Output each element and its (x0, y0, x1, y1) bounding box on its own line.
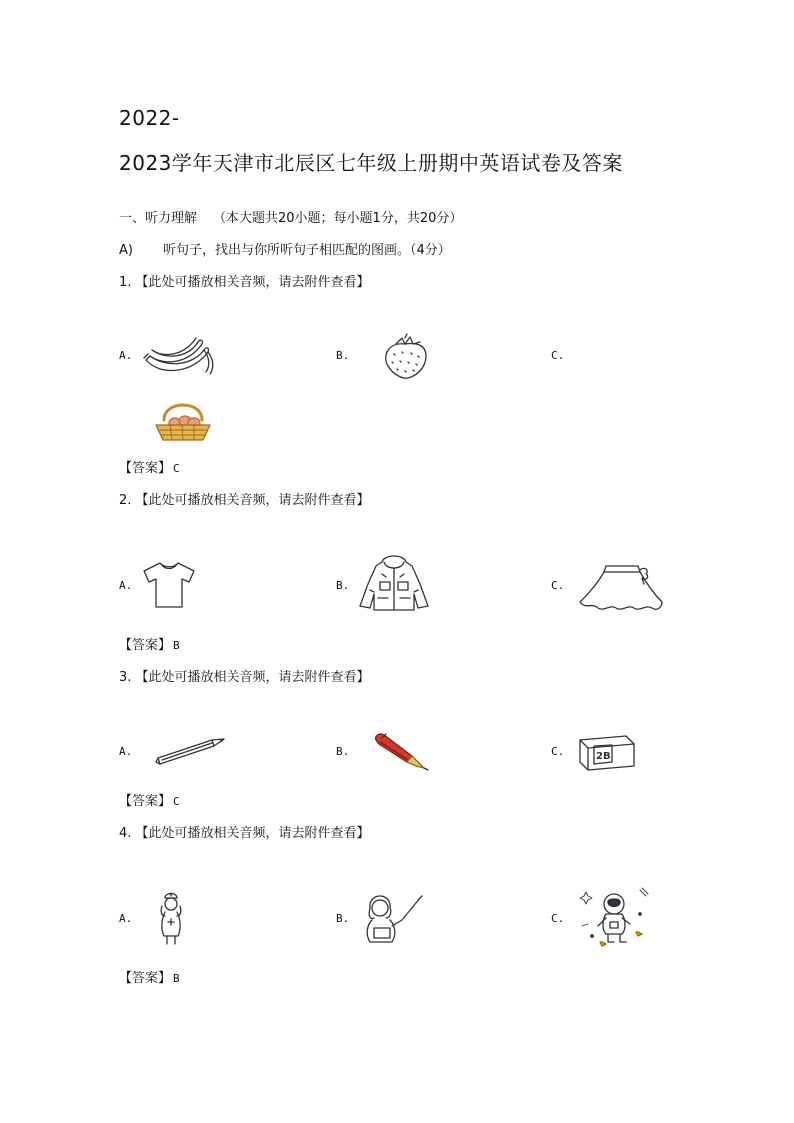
question-4-option-b-letter: B. (336, 912, 350, 925)
pencil-icon (154, 736, 226, 768)
part-instruction-text: 听句子，找出与你所听句子相匹配的图画。（4分） (162, 243, 451, 258)
answer-label: 【答案】 (119, 794, 172, 809)
answer-value: C (173, 462, 180, 475)
question-2-option-a-letter: A. (119, 579, 133, 592)
astronaut-icon (578, 886, 650, 948)
eraser-icon (576, 732, 638, 772)
nurse-icon (156, 890, 186, 946)
question-4-answer (119, 967, 180, 986)
question-4-option-a-letter: A. (119, 912, 133, 925)
question-1-option-b-letter: B. (336, 349, 350, 362)
answer-label: 【答案】 (119, 971, 172, 986)
question-2-answer (119, 634, 180, 653)
answer-value: B (173, 639, 180, 652)
bananas-icon (140, 334, 218, 378)
question-3-prompt[interactable]: 3. 【此处可播放相关音频，请去附件查看】 (119, 670, 370, 685)
question-2-option-b-letter: B. (336, 579, 350, 592)
question-1-option-c-letter: C. (551, 349, 565, 362)
answer-value: C (173, 795, 180, 808)
part-instruction (119, 239, 451, 258)
teacher-icon (362, 890, 426, 946)
document-title-line-2: 2023学年天津市北辰区七年级上册期中英语试卷及答案 (119, 151, 623, 175)
jacket-icon (356, 554, 432, 612)
question-3-option-a-letter: A. (119, 745, 133, 758)
answer-label: 【答案】 (119, 638, 172, 653)
section-heading (119, 207, 462, 226)
question-1-answer (119, 457, 180, 476)
part-label: A) (119, 243, 133, 258)
question-2-prompt[interactable]: 2. 【此处可播放相关音频，请去附件查看】 (119, 493, 370, 508)
answer-label: 【答案】 (119, 461, 172, 476)
question-3-option-b-letter: B. (336, 745, 350, 758)
question-1-prompt[interactable]: 1. 【此处可播放相关音频，请去附件查看】 (119, 275, 370, 290)
question-4-prompt[interactable]: 4. 【此处可播放相关音频，请去附件查看】 (119, 826, 370, 841)
section-title: 一、听力理解 (119, 211, 198, 226)
t-shirt-icon (140, 561, 198, 609)
egg-basket-icon (154, 398, 212, 444)
answer-value: B (173, 972, 180, 985)
strawberry-icon (380, 334, 430, 380)
section-note: （本大题共20小题；每小题1分，共20分） (213, 211, 463, 226)
question-3-option-c-letter: C. (551, 745, 565, 758)
question-1-option-a-letter: A. (119, 349, 133, 362)
question-4-option-c-letter: C. (551, 912, 565, 925)
eraser-label: 2B (596, 751, 611, 762)
question-3-answer (119, 790, 180, 809)
document-title-line-1: 2022- (119, 106, 180, 130)
pen-icon (372, 732, 432, 772)
skirt-icon (578, 562, 664, 612)
question-2-option-c-letter: C. (551, 579, 565, 592)
